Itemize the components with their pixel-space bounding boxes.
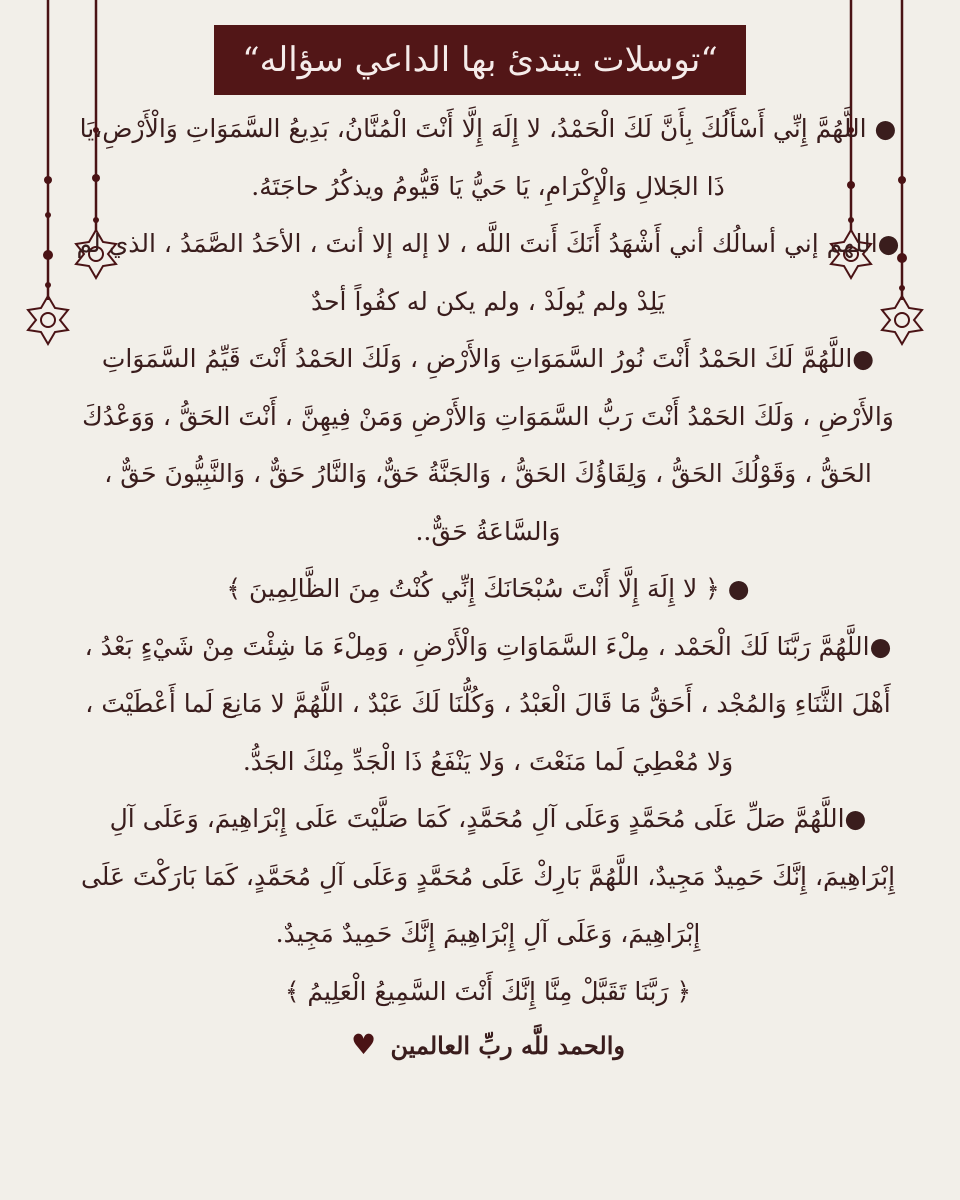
page-title: “توسلات يبتدئ بها الداعي سؤاله“ bbox=[214, 25, 746, 95]
supplication-paragraph: ●اللَّهُمَّ لَكَ الحَمْدُ أَنْتَ نُورُ السَّمَوَاتِ وَالأَرْضِ ، وَلَكَ الحَمْدُ أَنْتَ قَيِّمُ السَّمَوَاتِ وَالأَرْضِ ، وَلَكَ الحَمْدُ أَنْتَ رَبُّ السَّمَوَاتِ وَالأَرْضِ وَمَنْ فِيهِنَّ ، أَنْتَ الحَقُّ ، وَوَعْدُكَ الحَقُّ ، وَقَوْلُكَ الحَقُّ ، وَلِقَاؤُكَ الحَقُّ ، وَالجَنَّةُ حَقٌّ، وَالنَّارُ حَقٌّ ، وَالنَّبِيُّونَ حَقٌّ ، وَالسَّاعَةُ حَقٌّ.. bbox=[82, 344, 894, 546]
supplication-paragraph: ●اللهم إني أسالُك أني أَشْهَدُ أَنَكَ أَنتَ اللَّه ، لا إله إلا أنتَ ، الأحَدُ الصَّمَدُ ، الذي لم يَلِدْ ولم يُولَدْ ، ولم يكن له كفُواً أحدٌ bbox=[76, 229, 900, 316]
supplication-paragraph: ● ﴿ لا إِلَهَ إِلَّا أَنْتَ سُبْحَانَكَ إِنِّي كُنْتُ مِنَ الظَّالِمِينَ ﴾ bbox=[226, 574, 750, 603]
closing-text: والحمد للَّه ربِّ العالمين bbox=[390, 1030, 625, 1060]
supplication-paragraph: ●اللَّهُمَّ صَلِّ عَلَى مُحَمَّدٍ وَعَلَى آلِ مُحَمَّدٍ، كَمَا صَلَّيْتَ عَلَى إِبْرَاهِيمَ، وَعَلَى آلِ إِبْرَاهِيمَ، إِنَّكَ حَمِيدٌ مَجِيدٌ، اللَّهُمَّ بَارِكْ عَلَى مُحَمَّدٍ وَعَلَى آلِ مُحَمَّدٍ، كَمَا بَارَكْتَ عَلَى إِبْرَاهِيمَ، وَعَلَى آلِ إِبْرَاهِيمَ إِنَّكَ حَمِيدٌ مَجِيدٌ. bbox=[80, 804, 896, 948]
heart-icon: ♥ bbox=[351, 1027, 377, 1061]
supplication-paragraph: ●اللَّهُمَّ رَبَّنَا لَكَ الْحَمْد ، مِلْءَ السَّمَاوَاتِ وَالْأَرْضِ ، وَمِلْءَ مَا شِئْتَ مِنْ شَيْءٍ بَعْدُ ، أَهْلَ الثَّنَاءِ وَالمُجْد ، أَحَقُّ مَا قَالَ الْعَبْدُ ، وَكُلُّنَا لَكَ عَبْدٌ ، اللَّهُمَّ لا مَانِعَ لَما أَعْطَيْتَ ، وَلا مُعْطِيَ لَما مَنَعْتَ ، وَلا يَنْفَعُ ذَا الْجَدِّ مِنْكَ الجَدُّ. bbox=[84, 631, 892, 776]
supplications-body bbox=[72, 100, 904, 1071]
closing-line bbox=[72, 1020, 904, 1071]
quran-verse: ﴿ رَبَّنَا تَقَبَّلْ مِنَّا إِنَّكَ أَنْتَ السَّمِيعُ الْعَلِيمُ ﴾ bbox=[284, 976, 692, 1006]
supplication-paragraph: ● اللَّهُمَّ إِنِّي أَسْأَلُكَ بِأَنَّ لَكَ الْحَمْدُ، لا إِلَهَ إِلَّا أَنْتَ الْمُنَّانُ، بَدِيعُ السَّمَوَاتِ وَالْأَرْضِ،يَا ذَا الجَلالِ وَالْإِكْرَامِ، يَا حَيُّ يَا قَيُّومُ ويذكُرُ حاجَتَهُ. bbox=[79, 114, 897, 201]
